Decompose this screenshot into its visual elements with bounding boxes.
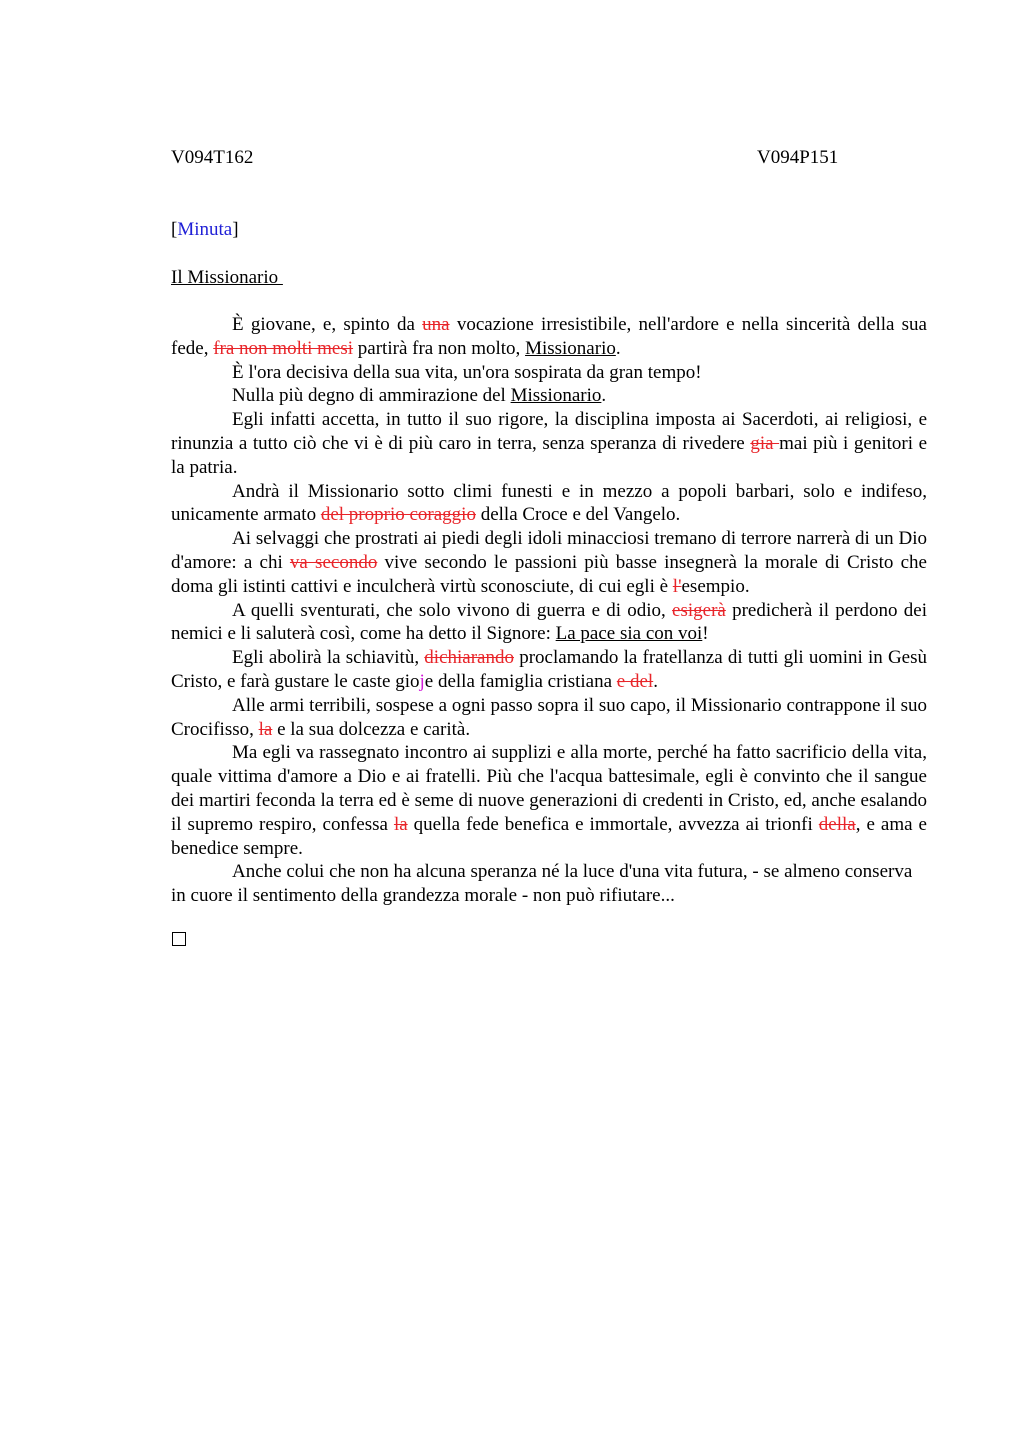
- text-segment: .: [615, 337, 621, 359]
- deleted-text: va secondo: [289, 551, 378, 573]
- deleted-text: della: [818, 813, 856, 835]
- text-segment: Anche colui che non ha alcuna speranza né la luce d'una vita futura, - se almeno conserva in cuore il sentimento della grandezza morale - non può rifiutare...: [171, 861, 913, 907]
- underlined-text: La pace sia con voi: [555, 623, 703, 645]
- deleted-text: una: [422, 314, 450, 335]
- paragraph: [171, 646, 927, 694]
- text-segment: quella fede benefica e immortale, avvezza ai trionfi: [407, 813, 819, 835]
- text-segment: proclamando la fratellanza di tutti gli uomini in Gesù Cristo, e farà gustare le caste gio: [171, 647, 927, 692]
- paragraph: [171, 599, 927, 647]
- paragraph: [171, 361, 927, 385]
- letter-body: [171, 313, 927, 908]
- text-segment: e la sua dolcezza e carità.: [272, 718, 471, 740]
- header-left-code: V094T162: [171, 147, 254, 168]
- text-segment: !: [702, 623, 709, 645]
- text-segment: Ma egli va rassegnato incontro ai supplizi e alla morte, perché ha fatto sacrificio della vita, quale vittima d'amore a Dio e ai fratelli. Più che l'acqua battesimale, egli è convinto che il sangue dei martiri feconda la terra ed è seme di nuove generazioni di credenti in Cristo, ed, anche esalando il supremo respiro, confessa: [171, 742, 927, 835]
- text-segment: partirà fra non molto,: [353, 337, 526, 359]
- text-segment: A quelli sventurati, che solo vivono di guerra e di odio,: [232, 599, 673, 621]
- text-segment: Egli abolirà la schiavitù,: [232, 647, 425, 669]
- document-title: Il Missionario: [171, 267, 283, 288]
- deleted-text: l': [672, 575, 682, 597]
- text-segment: predicherà il perdono dei nemici e li saluterà così, come ha detto il Signore:: [171, 599, 927, 645]
- deleted-text: dichiarando: [424, 647, 514, 669]
- minuta-close-bracket: ]: [232, 219, 239, 240]
- end-square-icon: [172, 932, 186, 946]
- minuta-open-bracket: [: [171, 219, 178, 240]
- text-segment: Egli infatti accetta, in tutto il suo rigore, la disciplina imposta ai Sacerdoti, ai religiosi, e rinunzia a tutto ciò che vi è di più caro in terra, senza speranza di rivedere: [171, 409, 927, 454]
- inserted-text: j: [419, 670, 425, 692]
- paragraph: [171, 408, 927, 479]
- text-segment: Ai selvaggi che prostrati ai piedi degli idoli minacciosi tremano di terrore narrerà di un Dio d'amore: a chi: [171, 528, 927, 573]
- text-segment: mai più i genitori e la patria.: [171, 432, 927, 478]
- text-segment: Andrà il Missionario sotto climi funesti e in mezzo a popoli barbari, solo e indifeso, unicamente armato: [171, 480, 927, 526]
- text-segment: .: [601, 385, 607, 407]
- paragraph: [171, 741, 927, 860]
- paragraph: [171, 480, 927, 528]
- text-segment: Alle armi terribili, sospese a ogni passo sopra il suo capo, il Missionario contrappone il suo Crocifisso,: [171, 694, 927, 740]
- text-segment: .: [653, 670, 658, 692]
- underlined-text: Missionario: [510, 385, 602, 407]
- text-segment: della Croce e del Vangelo.: [475, 504, 681, 526]
- text-segment: Nulla più degno di ammirazione del: [232, 385, 511, 407]
- deleted-text: e del: [616, 670, 654, 692]
- paragraph: [171, 694, 927, 742]
- text-segment: vive secondo le passioni più basse insegnerà la morale di Cristo che doma gli istinti cattivi e inculcherà virtù sconosciute, di cui egli è: [171, 551, 927, 597]
- deleted-text: gia: [750, 432, 780, 454]
- text-segment: , e ama e benedice sempre.: [171, 813, 927, 859]
- deleted-text: esigerà: [672, 599, 726, 621]
- minuta-label: [171, 218, 239, 242]
- deleted-text: del proprio coraggio: [320, 504, 476, 526]
- underlined-text: Missionario: [525, 337, 616, 359]
- minuta-tag: Minuta: [177, 219, 233, 240]
- paragraph: [171, 384, 927, 408]
- deleted-text: fra non molti mesi: [213, 337, 354, 359]
- text-segment: È giovane, e, spinto da: [232, 314, 423, 335]
- deleted-text: la: [393, 813, 408, 835]
- text-segment: esempio.: [681, 575, 750, 597]
- header-right-code: V094P151: [757, 147, 839, 168]
- deleted-text: la: [258, 718, 273, 740]
- paragraph: [171, 860, 927, 908]
- paragraph: [171, 313, 927, 361]
- paragraph: [171, 527, 927, 598]
- text-segment: vocazione irresistibile, nell'ardore e nella sincerità della sua fede,: [171, 314, 927, 359]
- text-segment: È l'ora decisiva della sua vita, un'ora sospirata da gran tempo!: [232, 361, 702, 383]
- text-segment: e della famiglia cristiana: [424, 670, 617, 692]
